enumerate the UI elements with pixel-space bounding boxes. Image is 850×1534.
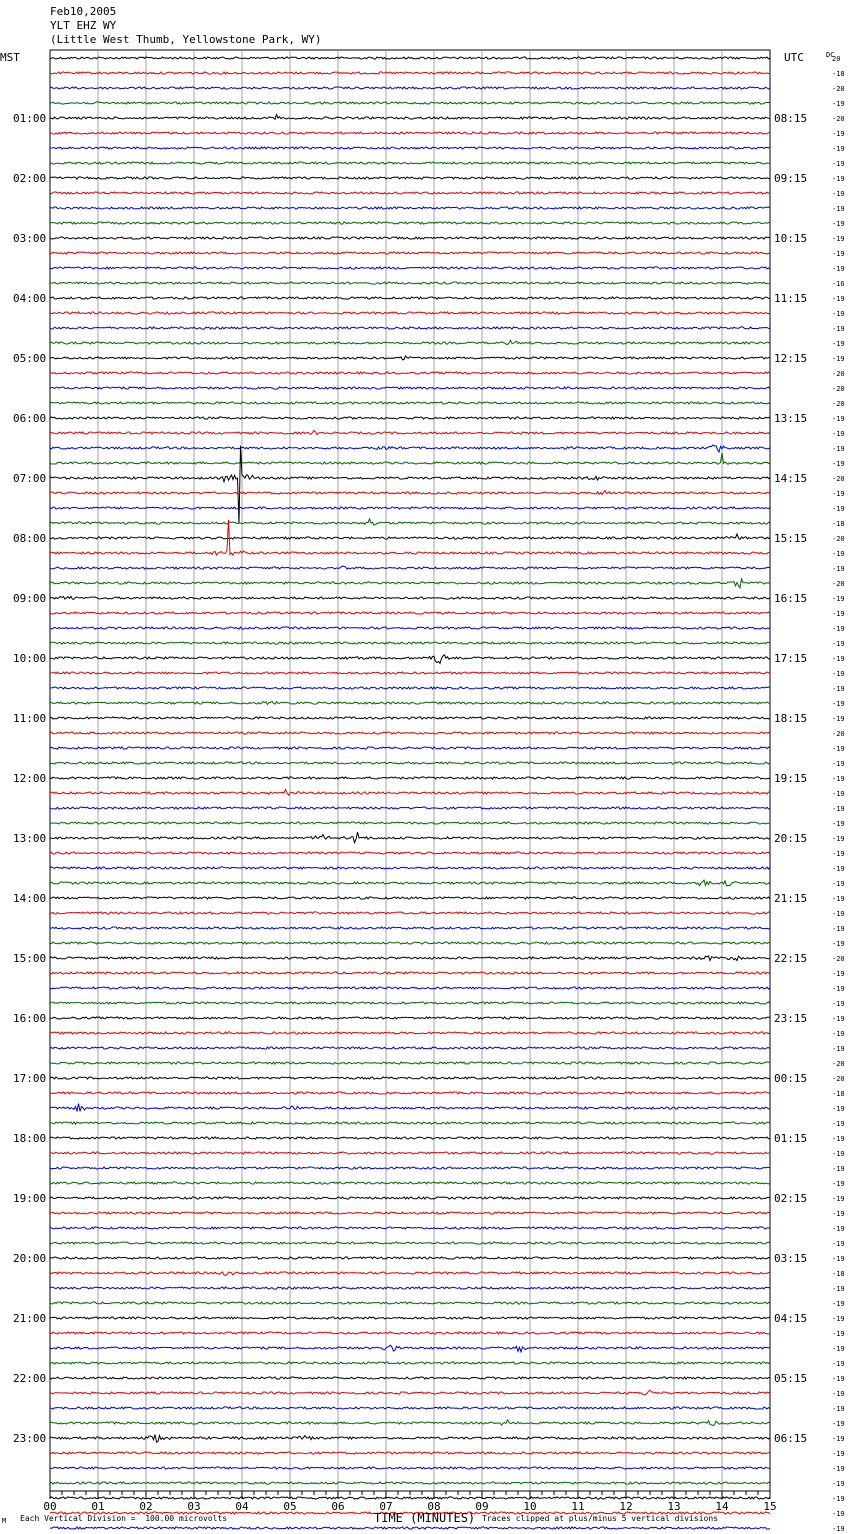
mst-hour-label: 07:00 [13,472,47,485]
seismic-trace [50,956,770,961]
utc-hour-label: 19:15 [774,772,808,785]
dc-offset-label: -20 [832,400,845,408]
dc-offset-label: -19 [832,1315,845,1323]
seismic-trace [50,1167,770,1169]
seismic-trace [50,1242,770,1244]
mst-hour-label: 10:00 [13,652,47,665]
seismic-trace [50,192,770,194]
seismic-trace [50,207,770,209]
dc-offset-label: -19 [832,1120,845,1128]
mst-hour-label: 05:00 [13,352,47,365]
dc-offset-label: -19 [832,160,845,168]
utc-hour-label: 23:15 [774,1012,808,1025]
dc-offset-label: -19 [832,1285,845,1293]
x-tick-label: 03 [187,1500,201,1513]
dc-offset-label: -19 [832,1225,845,1233]
dc-offset-label: -19 [832,265,845,273]
dc-offset-label: -19 [832,1420,845,1428]
dc-offset-label: -19 [832,1390,845,1398]
dc-offset-label: -19 [832,1180,845,1188]
utc-hour-label: 14:15 [774,472,808,485]
dc-offset-label: -19 [832,235,845,243]
dc-offset-label: -19 [832,505,845,513]
utc-hour-label: 16:15 [774,592,808,605]
dc-offset-label: -19 [832,1345,845,1353]
dc-offset-label: -19 [832,340,845,348]
dc-offset-label: -20 [832,475,845,483]
seismic-trace [50,312,770,314]
dc-offset-label: -19 [832,1330,845,1338]
seismic-trace [50,387,770,389]
dc-label: DC [826,51,835,59]
dc-offset-label: -16 [832,280,845,288]
seismic-trace [50,777,770,779]
dc-offset-label: -19 [832,295,845,303]
dc-offset-label: -19 [832,445,845,453]
seismic-trace [50,72,770,74]
x-tick-label: 15 [763,1500,777,1513]
seismic-trace [50,701,770,704]
x-tick-label: 13 [667,1500,681,1513]
seismic-trace [50,327,770,329]
seismic-trace [50,1390,770,1394]
scale-note: Each Vertical Division = 100.00 microvolts [20,1514,228,1523]
seismic-trace [50,596,770,599]
seismic-trace [50,1092,770,1094]
utc-axis-label: UTC [784,51,804,64]
utc-hour-label: 22:15 [774,952,808,965]
dc-offset-label: -19 [832,850,845,858]
seismic-trace [50,1527,770,1529]
utc-hour-label: 12:15 [774,352,808,365]
seismic-trace [50,867,770,869]
x-tick-label: 08 [427,1500,441,1513]
mst-axis-label: MST [0,51,20,64]
seismic-trace [50,87,770,89]
plot-frame [50,50,770,1491]
seismic-trace [50,1257,770,1259]
seismic-trace [50,762,770,764]
seismic-trace [50,267,770,269]
seismic-trace [50,417,770,419]
dc-offset-label: -19 [832,1525,845,1533]
utc-hour-label: 00:15 [774,1072,808,1085]
plot-date: Feb10,2005 [50,5,117,18]
utc-hour-label: 08:15 [774,112,808,125]
seismic-trace [50,1047,770,1049]
dc-offset-label: -19 [832,1360,845,1368]
x-tick-label: 01 [91,1500,105,1513]
mst-hour-label: 13:00 [13,832,47,845]
mst-hour-label: 20:00 [13,1252,47,1265]
seismic-trace [50,1017,770,1019]
utc-hour-label: 17:15 [774,652,808,665]
seismic-trace [50,356,770,360]
seismic-trace [50,717,770,719]
station-title: YLT EHZ WY [50,19,117,32]
mst-hour-label: 02:00 [13,172,47,185]
seismic-trace [50,57,770,59]
dc-offset-label: -19 [832,595,845,603]
utc-hour-label: 20:15 [774,832,808,845]
seismic-trace [50,147,770,149]
dc-offset-label: -19 [832,415,845,423]
seismic-trace [50,1032,770,1034]
seismic-trace [50,1182,770,1184]
mst-hour-label: 12:00 [13,772,47,785]
dc-offset-label: -19 [832,355,845,363]
x-tick-label: 00 [43,1500,57,1513]
mst-hour-label: 19:00 [13,1192,47,1205]
seismic-trace [50,222,770,224]
seismic-trace [50,1420,770,1426]
dc-offset-label: -19 [832,175,845,183]
dc-offset-label: -20 [832,115,845,123]
seismic-trace [50,162,770,164]
seismic-trace [50,732,770,734]
dc-offset-label: -19 [832,1210,845,1218]
seismic-trace [50,1345,770,1352]
seismic-trace [50,1467,770,1469]
seismic-trace [50,822,770,824]
utc-hour-label: 05:15 [774,1372,808,1385]
mst-hour-label: 14:00 [13,892,47,905]
seismic-trace [50,1497,770,1499]
seismic-trace [50,1002,770,1004]
seismic-trace [50,1227,770,1229]
seismic-trace [50,132,770,134]
mst-hour-label: 21:00 [13,1312,47,1325]
dc-offset-label: -19 [832,1375,845,1383]
utc-hour-label: 06:15 [774,1432,808,1445]
dc-offset-label: -19 [832,1255,845,1263]
seismic-trace [50,566,770,569]
seismic-trace [50,1362,770,1364]
dc-offset-label: -19 [832,490,845,498]
seismic-trace [50,430,770,434]
dc-offset-label: -19 [832,1435,845,1443]
x-tick-label: 14 [715,1500,729,1513]
dc-offset-label: -19 [832,745,845,753]
seismic-trace [50,942,770,944]
utc-hour-label: 02:15 [774,1192,808,1205]
clip-note: Traces clipped at plus/minus 5 vertical divisions [482,1514,719,1523]
dc-offset-label: -19 [832,925,845,933]
seismic-trace [50,687,770,689]
dc-offset-label: -19 [832,1510,845,1518]
seismic-trace [50,1104,770,1112]
dc-offset-label: -20 [832,1075,845,1083]
dc-offset-label: -19 [832,670,845,678]
utc-hour-label: 18:15 [774,712,808,725]
dc-offset-label: -19 [832,205,845,213]
dc-offset-label: -19 [832,1015,845,1023]
dc-offset-label: 20 [832,55,841,63]
utc-hour-label: 15:15 [774,532,808,545]
seismic-trace [50,972,770,974]
seismic-trace [50,642,770,644]
mst-hour-label: 23:00 [13,1432,47,1445]
dc-offset-label: -18 [832,1090,845,1098]
seismic-trace [50,237,770,239]
seismic-trace [50,927,770,929]
seismic-trace [50,655,770,664]
seismic-trace [50,1212,770,1214]
seismic-trace [50,534,770,540]
dc-offset-label: -20 [832,730,845,738]
dc-offset-label: -19 [832,1195,845,1203]
seismic-trace [50,252,770,254]
seismic-trace [50,446,770,524]
dc-offset-label: -19 [832,1165,845,1173]
mst-hour-label: 03:00 [13,232,47,245]
dc-offset-label: -19 [832,1135,845,1143]
x-tick-label: 12 [619,1500,633,1513]
seismic-trace [50,1435,770,1443]
seismic-trace [50,852,770,854]
dc-offset-label: -19 [832,760,845,768]
dc-offset-label: -19 [832,970,845,978]
dc-offset-label: -19 [832,775,845,783]
x-tick-label: 02 [139,1500,153,1513]
dc-offset-label: -19 [832,1465,845,1473]
dc-offset-label: -19 [832,1450,845,1458]
seismic-trace [50,579,770,588]
mst-hour-label: 18:00 [13,1132,47,1145]
utc-hour-label: 10:15 [774,232,808,245]
dc-offset-label: -19 [832,1105,845,1113]
seismic-trace [50,102,770,104]
dc-offset-label: -20 [832,370,845,378]
dc-offset-label: -19 [832,1030,845,1038]
seismic-trace [50,507,770,509]
seismic-trace [50,1452,770,1454]
x-tick-label: 07 [379,1500,393,1513]
seismic-trace [50,1287,770,1289]
dc-offset-label: -19 [832,1240,845,1248]
seismic-trace [50,445,770,452]
corner-mark: M [2,1517,7,1525]
seismic-trace [50,1197,770,1199]
seismic-trace [50,1272,770,1276]
utc-hour-label: 01:15 [774,1132,808,1145]
dc-offset-label: -19 [832,1480,845,1488]
dc-offset-label: -19 [832,430,845,438]
x-tick-label: 04 [235,1500,249,1513]
seismic-trace [50,880,770,886]
seismic-trace [50,912,770,914]
dc-offset-label: -19 [832,310,845,318]
mst-hour-label: 22:00 [13,1372,47,1385]
mst-hour-label: 08:00 [13,532,47,545]
dc-offset-label: -20 [832,85,845,93]
dc-offset-label: -19 [832,145,845,153]
station-location: (Little West Thumb, Yellowstone Park, WY) [50,33,322,46]
mst-hour-label: 06:00 [13,412,47,425]
utc-hour-label: 13:15 [774,412,808,425]
dc-offset-label: -19 [832,1150,845,1158]
dc-offset-label: -19 [832,550,845,558]
dc-offset-label: -19 [832,1000,845,1008]
dc-offset-label: -20 [832,535,845,543]
dc-offset-label: -20 [832,385,845,393]
dc-offset-label: -20 [832,1060,845,1068]
x-tick-label: 10 [523,1500,537,1513]
dc-offset-label: -19 [832,895,845,903]
seismic-trace [50,747,770,749]
dc-offset-label: -19 [832,865,845,873]
dc-offset-label: -19 [832,325,845,333]
dc-offset-label: -19 [832,1045,845,1053]
dc-offset-label: -19 [832,1495,845,1503]
dc-offset-label: -19 [832,715,845,723]
dc-offset-label: -19 [832,655,845,663]
seismic-trace [50,1302,770,1304]
seismic-trace [50,519,770,525]
seismic-trace [50,115,770,120]
x-tick-label: 05 [283,1500,297,1513]
dc-offset-label: -19 [832,940,845,948]
seismic-trace [50,807,770,809]
dc-offset-label: -19 [832,220,845,228]
dc-offset-label: -19 [832,625,845,633]
seismic-trace [50,177,770,179]
mst-hour-label: 16:00 [13,1012,47,1025]
seismic-trace [50,453,770,465]
seismic-trace [50,672,770,674]
mst-hour-label: 15:00 [13,952,47,965]
seismic-trace [50,402,770,404]
seismic-trace [50,1407,770,1409]
x-axis-label: TIME (MINUTES) [374,1511,476,1525]
mst-hour-label: 11:00 [13,712,47,725]
seismic-trace [50,1317,770,1319]
seismic-trace [50,1377,770,1379]
dc-offset-label: -18 [832,1270,845,1278]
dc-offset-label: -19 [832,880,845,888]
seismic-trace [50,297,770,299]
dc-offset-label: -19 [832,985,845,993]
dc-offset-label: -19 [832,685,845,693]
dc-offset-label: -18 [832,70,845,78]
x-tick-label: 11 [571,1500,585,1513]
dc-offset-label: -18 [832,520,845,528]
seismic-trace [50,372,770,374]
utc-hour-label: 11:15 [774,292,808,305]
seismic-trace [50,897,770,899]
seismic-trace [50,282,770,284]
seismic-trace [50,832,770,843]
dc-offset-label: -19 [832,100,845,108]
utc-hour-label: 09:15 [774,172,808,185]
seismic-trace [50,1332,770,1334]
seismic-trace [50,1122,770,1124]
seismic-trace [50,1482,770,1484]
x-tick-label: 09 [475,1500,489,1513]
dc-offset-label: -19 [832,820,845,828]
dc-offset-label: -19 [832,640,845,648]
dc-offset-label: -20 [832,955,845,963]
mst-hour-label: 01:00 [13,112,47,125]
mst-hour-label: 17:00 [13,1072,47,1085]
seismic-trace [50,340,770,344]
dc-offset-label: -19 [832,910,845,918]
dc-offset-label: -19 [832,805,845,813]
utc-hour-label: 03:15 [774,1252,808,1265]
seismic-trace [50,790,770,796]
dc-offset-label: -19 [832,1300,845,1308]
seismic-trace [50,1152,770,1154]
mst-hour-label: 09:00 [13,592,47,605]
utc-hour-label: 21:15 [774,892,808,905]
x-tick-label: 06 [331,1500,345,1513]
seismic-trace [50,612,770,614]
dc-offset-label: -19 [832,565,845,573]
dc-offset-label: -19 [832,610,845,618]
seismic-trace [50,1137,770,1139]
seismic-trace [50,491,770,495]
mst-hour-label: 04:00 [13,292,47,305]
dc-offset-label: -19 [832,835,845,843]
dc-offset-label: -19 [832,1405,845,1413]
seismic-trace [50,627,770,629]
dc-offset-label: -19 [832,700,845,708]
seismic-trace [50,987,770,989]
utc-hour-label: 04:15 [774,1312,808,1325]
dc-offset-label: -19 [832,130,845,138]
dc-offset-label: -20 [832,580,845,588]
dc-offset-label: -19 [832,790,845,798]
dc-offset-label: -19 [832,190,845,198]
dc-offset-label: -19 [832,250,845,258]
seismic-trace [50,1062,770,1064]
dc-offset-label: -19 [832,460,845,468]
seismic-trace [50,1077,770,1079]
